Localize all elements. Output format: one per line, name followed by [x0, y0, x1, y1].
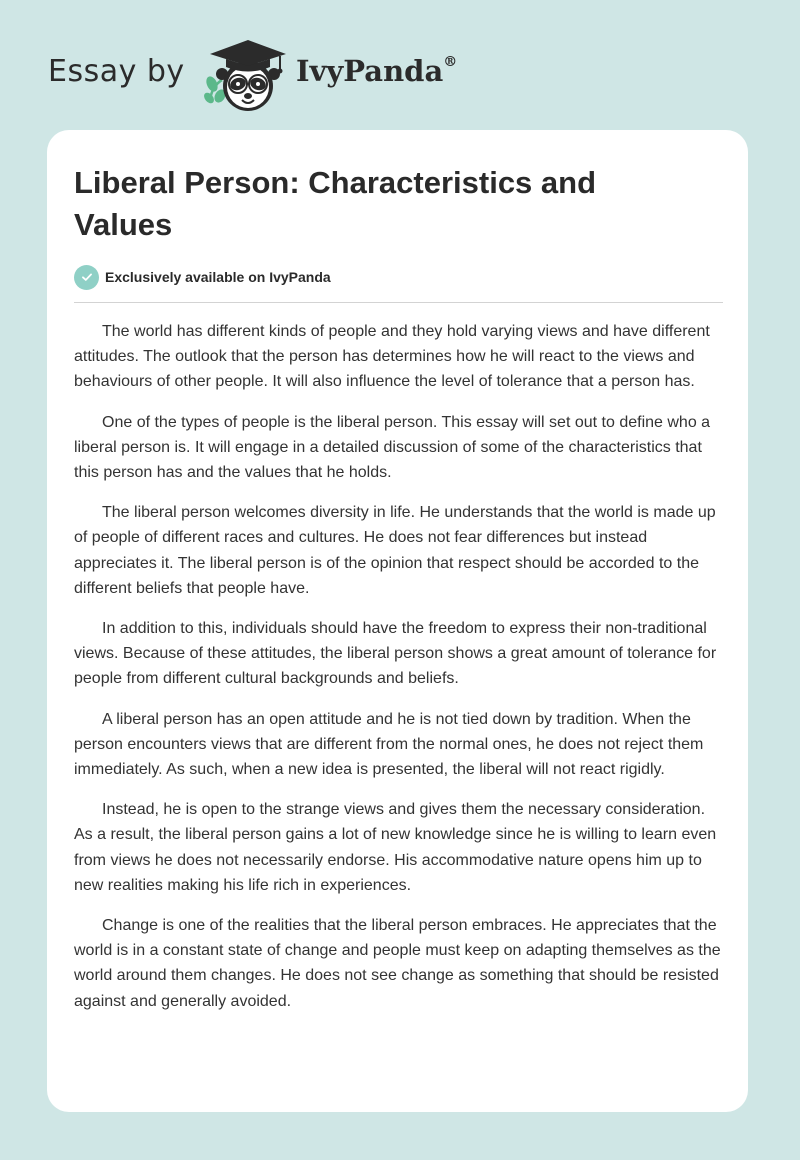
essay-body [74, 319, 724, 1029]
site-header [48, 34, 548, 114]
essay-paragraph: The liberal person welcomes diversity in life. He understands that the world is made up of people of different races and cultures. He does not fear differences but instead appreciates it. The liberal person is of the opinion that respect should be accorded to the different beliefs that people have. [74, 504, 716, 597]
essay-card [47, 130, 748, 1112]
essay-paragraph: Instead, he is open to the strange views and gives them the necessary consideration. As a result, the liberal person gains a lot of new knowledge since he is willing to learn even from views he does not necessarily endorse. His accommodative nature opens him up to new realities making his life rich in experiences. [74, 801, 717, 894]
ivypanda-logo[interactable] [200, 34, 500, 114]
essay-paragraph: One of the types of people is the liberal person. This essay will set out to define who a liberal person is. It will engage in a detailed discussion of some of the characteristics that this person has and the values that he holds. [74, 413, 711, 482]
essay-paragraph: Change is one of the realities that the liberal person embraces. He appreciates that the world is in a constant state of change and people must keep on adapting themselves as the world around them changes. He does not see change as something that should be resisted against and generally avoided. [74, 917, 721, 1010]
title-divider [74, 302, 723, 303]
essay-title: Liberal Person: Characteristics and Values [74, 165, 597, 242]
check-mark-shape [80, 270, 94, 284]
exclusive-badge [74, 264, 331, 290]
essay-paragraph: A liberal person has an open attitude and he is not tied down by tradition. When the person encounters views that are different from the normal ones, he does not reject them immediately. As such, when a new idea is presented, the liberal will not react rigidly. [74, 710, 704, 779]
panda-graduate-icon [200, 34, 296, 114]
essay-paragraph: The world has different kinds of people and they hold varying views and have different attitudes. The outlook that the person has determines how he will react to the views and behaviours of other people. It will also influence the level of tolerance that a person has. [74, 323, 710, 391]
registered-mark: ® [443, 54, 458, 71]
brand-name [296, 54, 457, 88]
brand-name-text: IvyPanda [296, 54, 444, 88]
check-icon [74, 265, 99, 290]
exclusive-label: Exclusively available on IvyPanda [105, 269, 331, 285]
essay-by-label: Essay by [48, 54, 185, 89]
essay-paragraph: In addition to this, individuals should have the freedom to express their non-traditional views. Because of these attitudes, the liberal person shows a great amount of tolerance for people from different cultural backgrounds and beliefs. [74, 620, 717, 688]
